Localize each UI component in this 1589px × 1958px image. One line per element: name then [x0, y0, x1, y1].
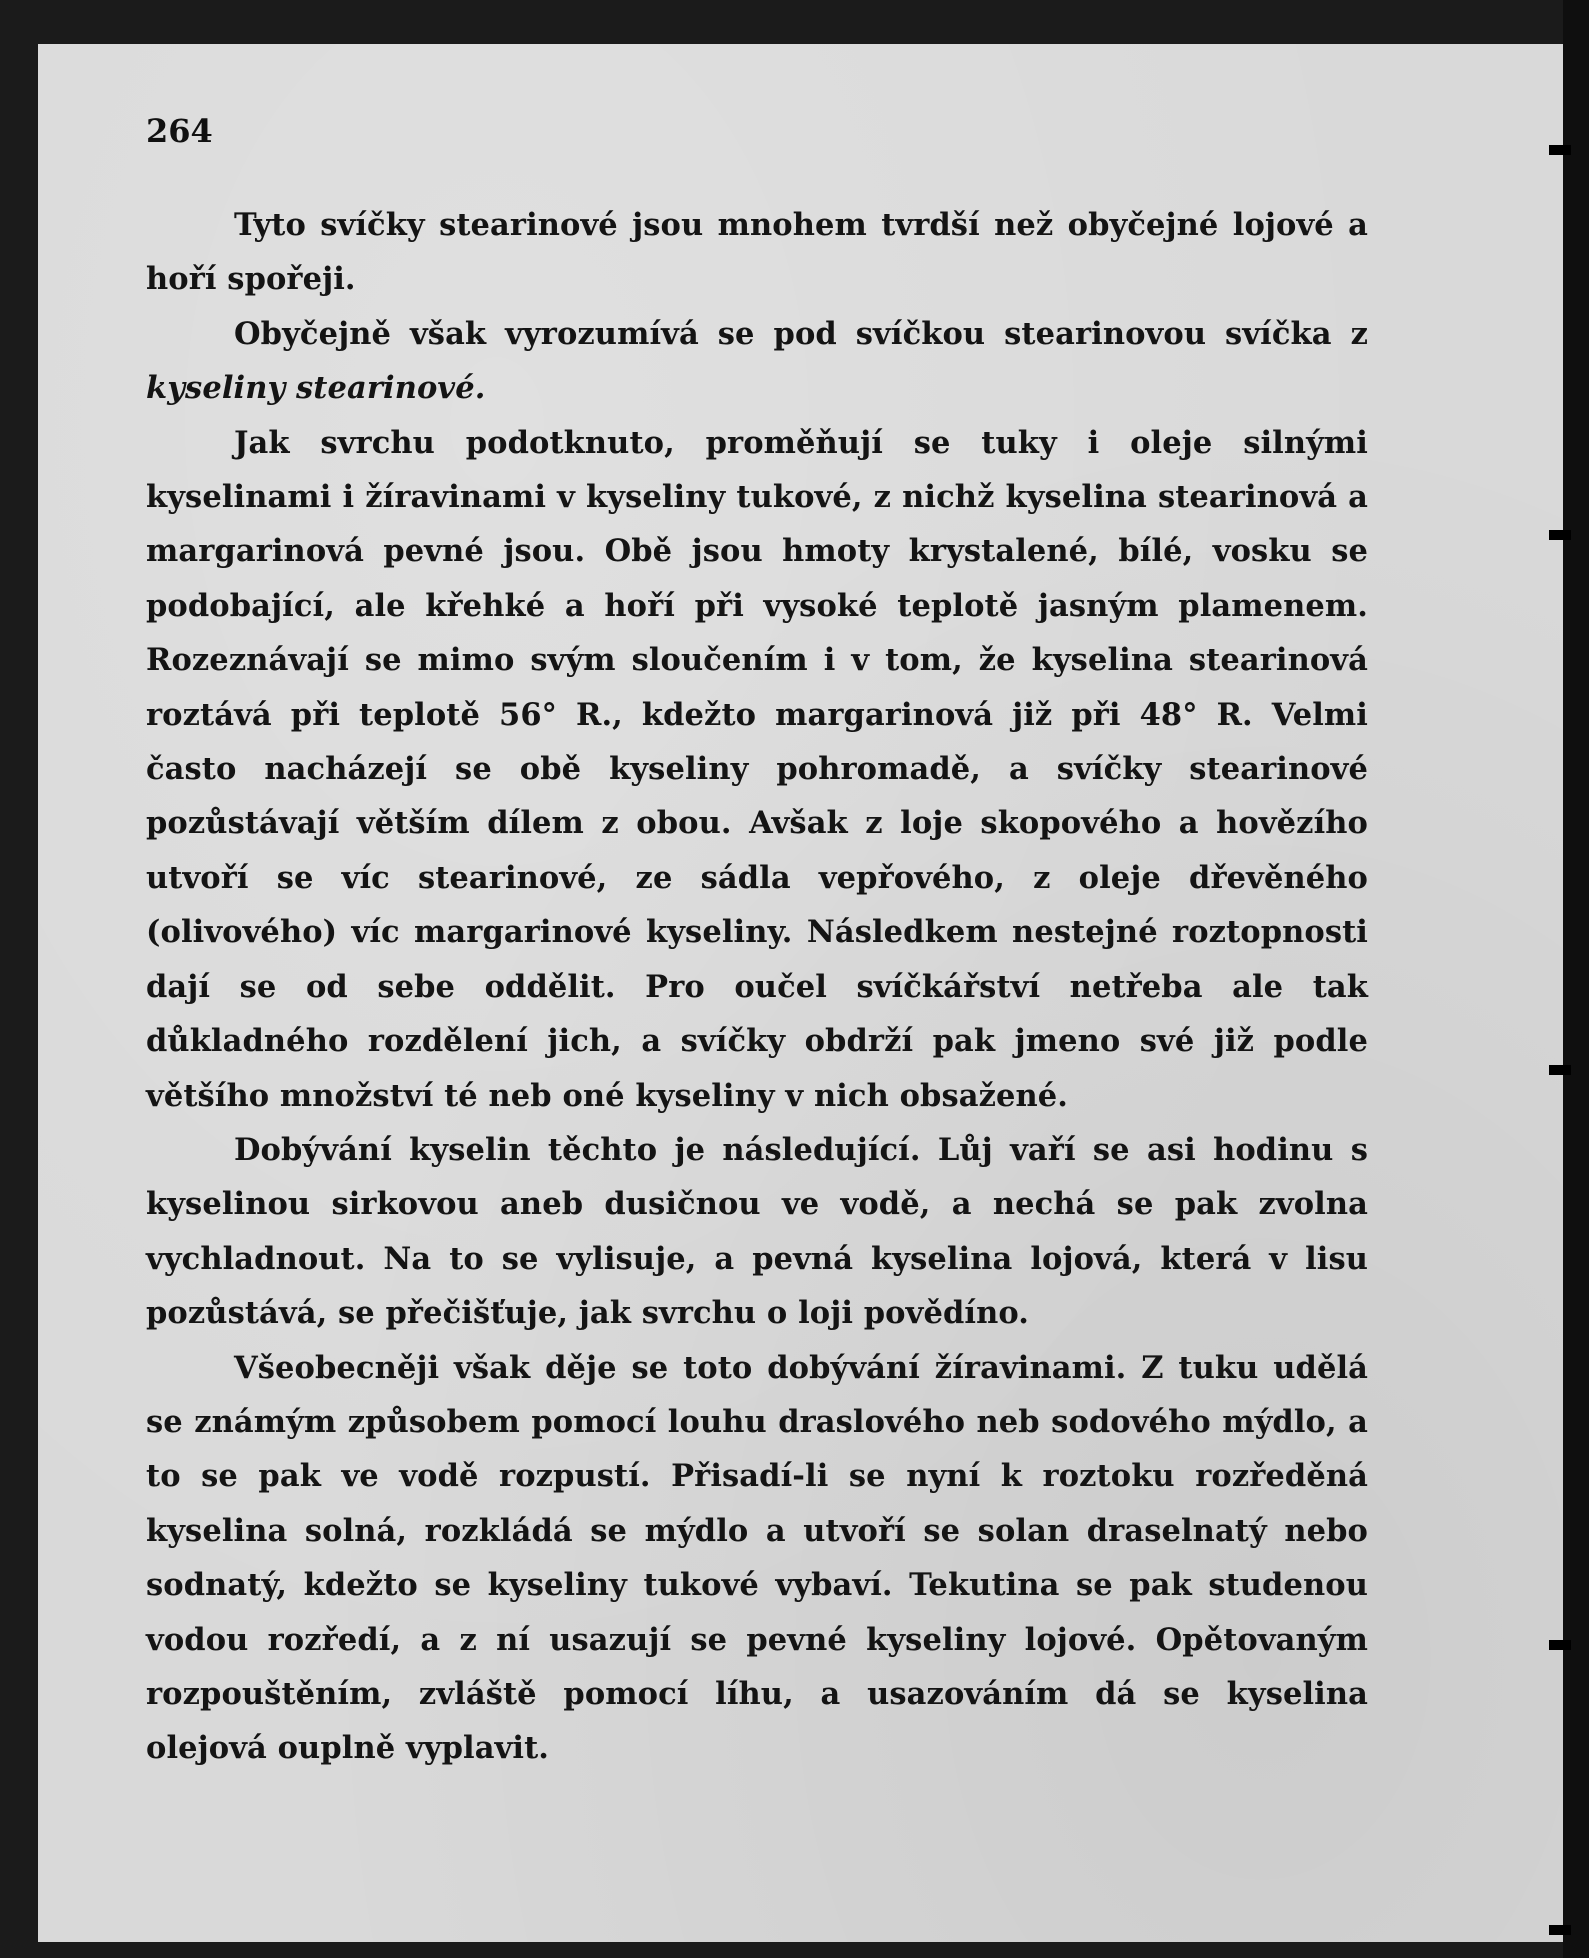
paragraph-4: Dobývání kyselin těchto je následující. Lůj vaří se asi hodinu s kyselinou sirkovou aneb dusičnou ve vodě, a nechá se pak zvolna vychladnout. Na to se vylisuje, a pevná kyselina lojová, která v lisu pozůstává, se přečišťuje, jak svrchu o loji povědíno.: [146, 1131, 1368, 1332]
paragraph-2-text: Obyčejně však vyrozumívá se pod svíčkou stearinovou svíčka z: [234, 315, 1368, 352]
paragraph-2: [146, 307, 1368, 416]
edge-mark: [1549, 530, 1571, 540]
paragraph-1: Tyto svíčky stearinové jsou mnohem tvrdší než obyčejné lojové a hoří spořeji.: [146, 207, 1368, 298]
edge-mark: [1549, 1925, 1571, 1935]
body-text: [146, 198, 1368, 1776]
edge-mark: [1549, 1065, 1571, 1075]
edge-mark: [1549, 145, 1571, 155]
edge-mark: [1549, 1640, 1571, 1650]
page-edge: [1563, 0, 1589, 1958]
paragraph-2-emphasis: kyseliny stearinové.: [146, 370, 486, 407]
paragraph-5: Všeobecněji však děje se toto dobývání žíravinami. Z tuku udělá se známým způsobem pomocí louhu draslového neb sodového mýdlo, a to se pak ve vodě rozpustí. Přisadí-li se nyní k roztoku rozředěná kyselina solná, rozkládá se mýdlo a utvoří se solan draselnatý nebo sodnatý, kdežto se kyseliny tukové vybaví. Tekutina se pak studenou vodou rozředí, a z ní usazují se pevné kyseliny lojové. Opětovaným rozpouštěním, zvláště pomocí líhu, a usazováním dá se kyselina olejová ouplně vyplavit.: [146, 1349, 1368, 1767]
page-number: 264: [146, 112, 213, 150]
paragraph-3: Jak svrchu podotknuto, proměňují se tuky i oleje silnými kyselinami i žíravinami v kyseliny tukové, z nichž kyselina stearinová a margarinová pevné jsou. Obě jsou hmoty krystalené, bílé, vosku se podobající, ale křehké a hoří při vysoké teplotě jasným plamenem. Rozeznávají se mimo svým sloučením i v tom, že kyselina stearinová roztává při teplotě 56° R., kdežto margarinová již při 48° R. Velmi často nacházejí se obě kyseliny pohromadě, a svíčky stearinové pozůstávají větším dílem z obou. Avšak z loje skopového a hovězího utvoří se víc stearinové, ze sádla vepřového, z oleje dřevěného (olivového) víc margarinové kyseliny. Následkem nestejné roztopnosti dají se od sebe oddělit. Pro oučel svíčkářství netřeba ale tak důkladného rozdělení jich, a svíčky obdrží pak jmeno své již podle většího množství té neb oné kyseliny v nich obsažené.: [146, 424, 1368, 1114]
